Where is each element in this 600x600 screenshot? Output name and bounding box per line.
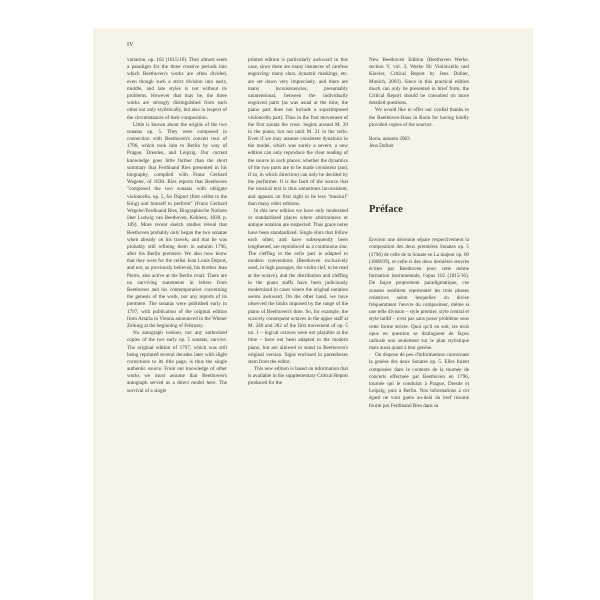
signature-place-date: Bonn, autumn 2003	[369, 135, 410, 142]
paragraph: On dispose de peu d'informations concernant la genèse des deux Sonates op. 5. Elles furent composées dans le contexte de la tournée de concerts effectuée par Beethoven en 1796, tournée qui le conduisit à Prague, Dresde et Leipzig, puis à Berlin. Nos informations à cet égard ne vont guère au-delà du bref résumé fourni par Ferdinand Ries dans sa	[369, 352, 469, 409]
paragraph: New Beethoven Edition (Beethoven Werke, section V, vol. 3, Werke für Violoncello und Klavier, Critical Report by Jens Dufner, Munich, 2003). Since in this practical edition much can only be presented in brief form, the Critical Report should be consulted on more detailed questions.	[369, 57, 469, 107]
paragraph: No autograph version, nor any authorized copies of the two early op. 5 sonatas, survive. The original edition of 1797, which was still being reprinted several decades later with slight corrections to its title page, is thus the single authentic source. From our knowledge of other works we must assume that Beethoven's autograph served as a direct model here. The survival of a single	[127, 330, 227, 394]
paragraph: variation, op. 102 (1815/16). They almost seem a paradigm for the three creative periods into which Beethoven's works are often divided, even though such a strict division into early, middle, and late styles is not without its problems. However that may be, the three works are strongly distinguished from each other not only stylistically, but also in respect of the circumstances of their composition.	[127, 57, 227, 121]
paragraph: This new edition is based on information that is available in the supplementary Critical Report produced for the	[248, 366, 348, 387]
text-column-2	[248, 57, 348, 388]
paragraph: Little is known about the origins of the two sonatas op. 5. They were composed in connection with Beethoven's concert tour of 1796, which took him to Berlin by way of Prague, Dresden, and Leipzig. Our current knowledge goes little further than the short summary that Ferdinand Ries presented in his biography, compiled with Franz Gerhard Wegeler, of 1838. Ries reports that Beethoven "composed the two sonatas with obligato violoncello, op. 5, for Duport (first cellist to the King) and himself to perform" (Franz Gerhard Wegeler/Ferdinand Ries, Biographische Notizen über Ludwig van Beethoven, Koblenz, 1838, p. 109). More recent sketch studies reveal that Beethoven probably only began the two sonatas when already on his travels, and that he was probably still refining them in autumn 1796, after his Berlin premiere. We also now know that they were for the cellist Jean Louis Duport, and not, as previously believed, his brother Jean Pierre, also active at the Berlin court. There are no surviving statements in letters from Beethoven and his contemporaries concerning the genesis of the work, nor any reports of its premiere. The sonatas were published early in 1797, with publication of the original edition from Artaria in Vienna announced in the Wiener Zeitung at the beginning of February.	[127, 121, 227, 329]
signature-name: Jens Dufner	[369, 143, 394, 150]
paragraph: In this new edition we have only moderated or standardized places where arbitrariness or antique notation are suspected. Thus grace notes have been standardized. Single slurs that follow each other, and have subsequently been lengthened, are reproduced as a continuous slur. The cleffing in the cello part is adapted to modern conventions (Beethoven exclusively used, in high passages, the violin clef, to be read at the octave), and the distribution and cleffing in the piano staffs have been judiciously modernized in cases where the original notation seems awkward. On the other hand, we have observed the limits imposed by the range of the piano of Beethoven's time. So, for example, the scarcely consequent octaves in the upper staff at M. 240 and 282 of the first movement of op. 5 no. 1 – logical octaves were not playable at the time – have not been adapted to the modern piano, but are allowed to stand in Beethoven's original version. Signs enclosed in parentheses stem from the editor.	[248, 207, 348, 365]
paragraph: printed edition is particularly awkward in this case, since there are many instances of careless engraving: many slurs, dynamic markings, etc. are set down very imprecisely, and there are many inconsistencies, presumably unintentional, between the individually engraved parts (as was usual at the time, the piano part does not include a superimposed violoncello part). Thus in the first movement of the first sonata the cresc. begins around M. 20 in the piano, but not until M. 21 in the cello. Even if we may assume consistent dynamics in the model, which was surely a severe, a new edition can only reproduce the clear reading of the source in such places: whether the dynamics of the two parts are to be made consistent (and, if so, in which direction) can only be decided by the performer. It is the fault of the source that the musical text is thus sometimes inconsistent, and appears on first sight to be less "musical" than many older editions.	[248, 57, 348, 207]
paragraph: We would like to offer our cordial thanks to the Beethoven-Haus in Bonn for having kindly provided copies of the sources.	[369, 107, 469, 128]
score-preface-page	[93, 28, 533, 600]
text-column-1	[127, 57, 227, 395]
paragraph: Environ une décennie sépare respectivement la composition des deux premières Sonates op. 5 (1796) de celle de la Sonate en La majeur op. 69 (1808/09), et celle-ci des deux dernières œuvres écrites par Beethoven pour cette même formation instrumentale, l'opus 102 (1815/16). De façon proprement paradigmatique, ces sonates semblent représenter les trois phases créatrices selon lesquelles on divise fréquemment l'œuvre du compositeur, même si une telle division – style premier, style central et style tardif – n'est pas sans poser problème sous cette forme stricte. Quoi qu'il en soit, les trois opus en question se distinguent de façon radicale non seulement sur le plan stylistique mais aussi quant à leur genèse.	[369, 237, 469, 352]
page-number: IV	[127, 42, 134, 48]
section-heading: Préface	[369, 204, 403, 216]
text-column-3	[369, 57, 469, 410]
